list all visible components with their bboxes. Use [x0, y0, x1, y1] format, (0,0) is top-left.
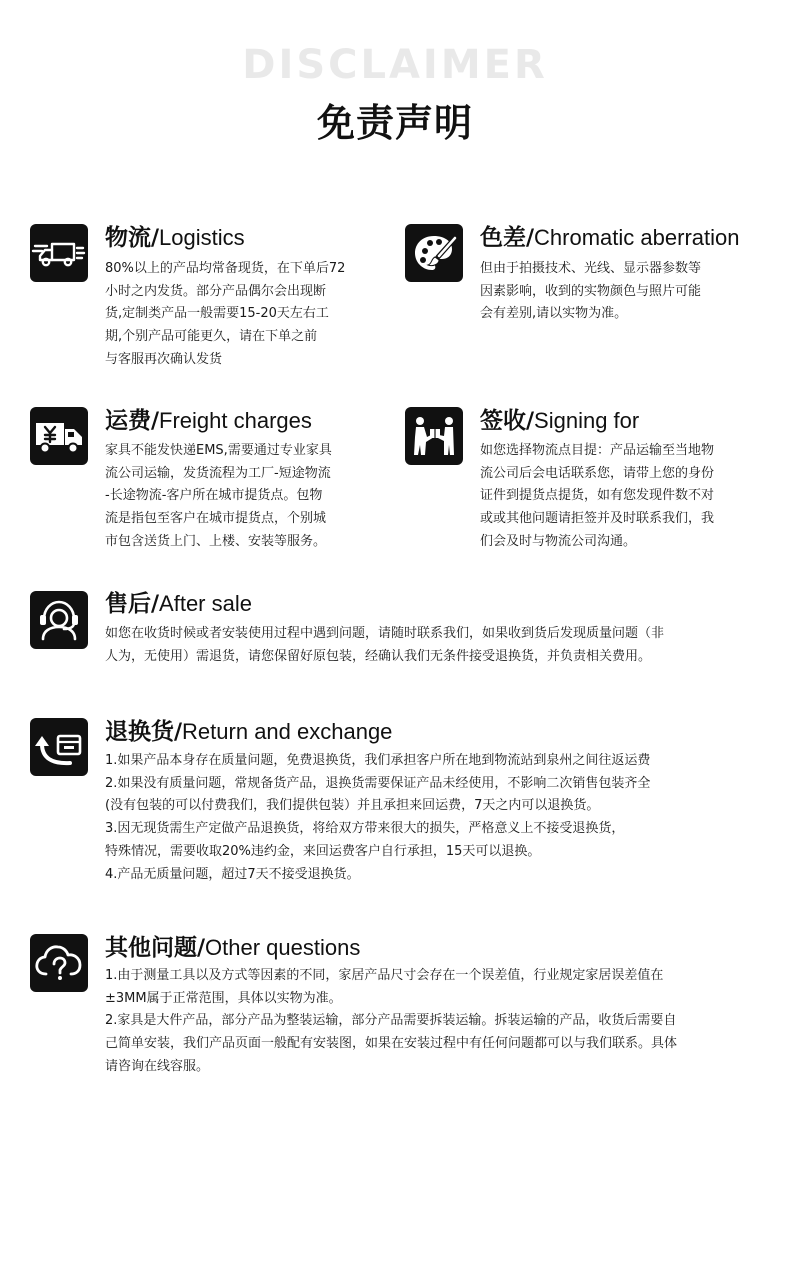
body-line: ±3MM属于正常范围，具体以实物为准。	[105, 990, 342, 1006]
body-line: -长途物流-客户所在城市提货点。包物	[105, 488, 323, 504]
section-title	[105, 934, 360, 963]
title-cn: 物流	[105, 225, 151, 251]
section-title	[105, 718, 392, 747]
body-line: 期,个别产品可能更久，请在下单之前	[105, 329, 318, 345]
title-separator: /	[151, 409, 160, 434]
body-line: 1.由于测量工具以及方式等因素的不同，家居产品尺寸会存在一个误差值，行业规定家居误差值在	[105, 968, 664, 983]
title-separator: /	[526, 226, 535, 251]
body-line: 请咨询在线容服。	[105, 1058, 210, 1074]
body-line: 市包含送货上门、上楼、安装等服务。	[105, 533, 327, 549]
body-line: 会有差别,请以实物为准。	[480, 306, 628, 322]
section-body	[105, 258, 345, 372]
title-en: Signing for	[534, 408, 640, 433]
question-cloud-icon	[30, 934, 88, 992]
body-line: 2.家具是大件产品，部分产品为整装运输，部分产品需要拆装运输。拆装运输的产品，收货后需要自	[105, 1013, 677, 1029]
title-separator: /	[151, 592, 160, 617]
section-body	[105, 965, 677, 1079]
section-title	[105, 590, 252, 619]
palette-brush-icon	[405, 224, 463, 282]
body-line: 证件到提货点提货，如有您发现件数不对	[480, 488, 715, 504]
section-body	[105, 623, 664, 668]
body-line: 流公司后会电话联系您，请带上您的身份	[480, 465, 715, 481]
body-line: 但由于拍摄技术、光线、显示器参数等	[480, 261, 702, 276]
section-title	[105, 224, 245, 253]
title-cn: 其他问题	[105, 935, 197, 961]
header-title-cn: 免责声明	[316, 101, 473, 145]
section-body	[105, 440, 332, 554]
body-line: 流是指包至客户在城市提货点，个别城	[105, 511, 327, 527]
title-en: Other questions	[205, 935, 361, 960]
title-separator: /	[197, 936, 206, 961]
section-title	[480, 407, 639, 436]
body-line: 货,定制类产品一般需要15-20天左右工	[105, 306, 329, 322]
section-title	[480, 224, 739, 253]
title-en: Freight charges	[159, 408, 312, 433]
body-line: 因素影响，收到的实物颜色与照片可能	[480, 283, 702, 299]
body-line: 流公司运输，发货流程为工厂-短途物流	[105, 465, 331, 481]
body-line: 1.如果产品本身存在质量问题，免费退换货，我们承担客户所在地到物流站到泉州之间往返运费	[105, 753, 651, 768]
body-line: 如您在收货时候或者安装使用过程中遇到问题，请随时联系我们，如果收到货后发现质量问题（非	[105, 626, 665, 641]
body-line: 与客服再次确认发货	[105, 351, 223, 367]
delivery-truck-icon	[30, 224, 88, 282]
body-line: 人为，无使用）需退货，请您保留好原包装，经确认我们无条件接受退换货，并负责相关费用。	[105, 648, 652, 664]
title-cn: 色差	[480, 225, 526, 251]
body-line: 家具不能发快递EMS,需要通过专业家具	[105, 443, 332, 458]
title-en: Return and exchange	[182, 719, 393, 744]
body-line: (没有包装的可以付费我们，我们提供包装）并且承担来回运费，7天之内可以退换货。	[105, 798, 600, 814]
yuan-truck-icon	[30, 407, 88, 465]
body-line: 80%以上的产品均常备现货，在下单后72	[105, 261, 346, 276]
title-cn: 运费	[105, 408, 151, 434]
title-en: Logistics	[159, 225, 245, 250]
title-cn: 售后	[105, 591, 151, 617]
body-line: 4.产品无质量问题，超过7天不接受退换货。	[105, 866, 360, 882]
body-line: 如您选择物流点目提：产品运输至当地物	[480, 443, 715, 458]
title-cn: 退换货	[105, 719, 174, 745]
body-line: 2.如果没有质量问题，常规备货产品，退换货需要保证产品未经使用，不影响二次销售包装齐全	[105, 775, 651, 791]
body-line: 3.因无现货需生产定做产品退换货，将给双方带来很大的损失，严格意义上不接受退换货，	[105, 821, 625, 837]
body-line: 特殊情况，需要收取20%违约金，来回运费客户自行承担，15天可以退换。	[105, 843, 541, 859]
title-separator: /	[174, 720, 183, 745]
header-title-en: DISCLAIMER	[242, 42, 548, 88]
title-en: After sale	[159, 591, 252, 616]
section-body	[480, 258, 701, 326]
body-line: 己简单安装，我们产品页面一般配有安装图，如果在安装过程中有任何问题都可以与我们联系。具体	[105, 1036, 678, 1052]
section-title	[105, 407, 312, 436]
section-body	[105, 750, 650, 886]
title-cn: 签收	[480, 408, 526, 434]
section-body	[480, 440, 714, 554]
title-en: Chromatic aberration	[534, 225, 740, 250]
package-handover-icon	[405, 407, 463, 465]
title-separator: /	[526, 409, 535, 434]
body-line: 小时之内发货。部分产品偶尔会出现断	[105, 283, 327, 299]
return-box-icon	[30, 718, 88, 776]
body-line: 或或其他问题请拒签并及时联系我们，我	[480, 511, 715, 527]
title-separator: /	[151, 226, 160, 251]
body-line: 们会及时与物流公司沟通。	[480, 533, 637, 549]
headset-agent-icon	[30, 591, 88, 649]
